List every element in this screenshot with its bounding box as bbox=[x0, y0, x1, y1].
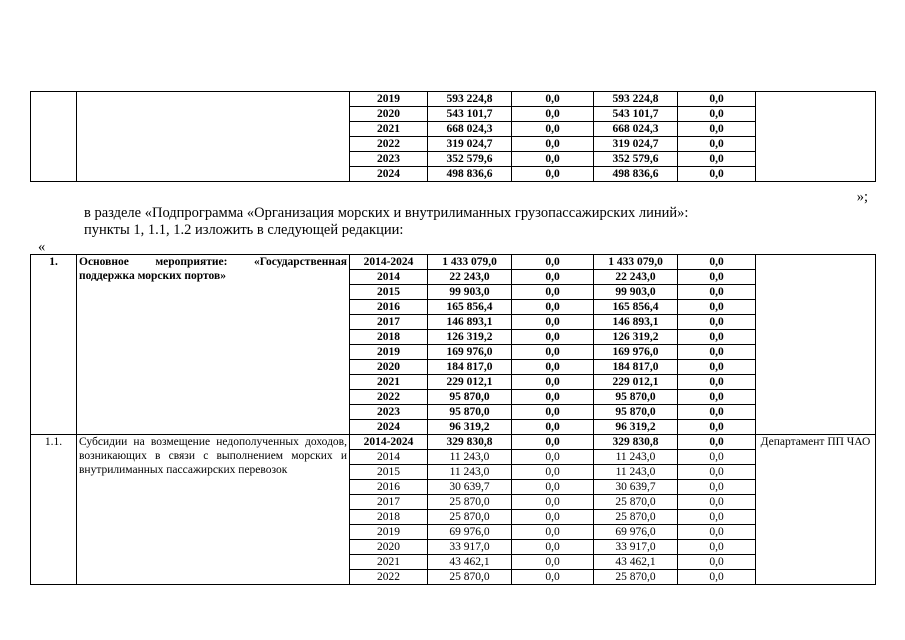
budget-table-top-body bbox=[31, 92, 876, 182]
regional-cell: 22 243,0 bbox=[594, 270, 678, 285]
other-cell: 0,0 bbox=[678, 540, 756, 555]
regional-cell: 329 830,8 bbox=[594, 435, 678, 450]
total-cell: 593 224,8 bbox=[428, 92, 512, 107]
other-cell: 0,0 bbox=[678, 360, 756, 375]
other-cell: 0,0 bbox=[678, 137, 756, 152]
federal-cell: 0,0 bbox=[512, 405, 594, 420]
federal-cell: 0,0 bbox=[512, 300, 594, 315]
total-cell: 25 870,0 bbox=[428, 510, 512, 525]
federal-cell: 0,0 bbox=[512, 420, 594, 435]
regional-cell: 25 870,0 bbox=[594, 495, 678, 510]
total-cell: 95 870,0 bbox=[428, 390, 512, 405]
total-cell: 126 319,2 bbox=[428, 330, 512, 345]
item-number: 1. bbox=[31, 255, 77, 435]
other-cell: 0,0 bbox=[678, 435, 756, 450]
amendment-instruction: пункты 1, 1.1, 1.2 изложить в следующей редакции: bbox=[84, 222, 404, 238]
total-cell: 184 817,0 bbox=[428, 360, 512, 375]
period-cell: 2023 bbox=[350, 405, 428, 420]
other-cell: 0,0 bbox=[678, 285, 756, 300]
regional-cell: 229 012,1 bbox=[594, 375, 678, 390]
total-cell: 25 870,0 bbox=[428, 495, 512, 510]
budget-table-bottom-body bbox=[31, 255, 876, 585]
regional-cell: 543 101,7 bbox=[594, 107, 678, 122]
federal-cell: 0,0 bbox=[512, 390, 594, 405]
total-cell: 11 243,0 bbox=[428, 450, 512, 465]
other-cell: 0,0 bbox=[678, 345, 756, 360]
period-cell: 2014 bbox=[350, 270, 428, 285]
regional-cell: 319 024,7 bbox=[594, 137, 678, 152]
total-cell: 22 243,0 bbox=[428, 270, 512, 285]
period-cell: 2015 bbox=[350, 285, 428, 300]
item-title bbox=[77, 92, 350, 182]
total-cell: 229 012,1 bbox=[428, 375, 512, 390]
federal-cell: 0,0 bbox=[512, 255, 594, 270]
regional-cell: 25 870,0 bbox=[594, 510, 678, 525]
regional-cell: 169 976,0 bbox=[594, 345, 678, 360]
federal-cell: 0,0 bbox=[512, 570, 594, 585]
total-cell: 498 836,6 bbox=[428, 167, 512, 182]
period-cell: 2014 bbox=[350, 450, 428, 465]
total-cell: 319 024,7 bbox=[428, 137, 512, 152]
period-cell: 2017 bbox=[350, 495, 428, 510]
period-cell: 2019 bbox=[350, 92, 428, 107]
total-cell: 30 639,7 bbox=[428, 480, 512, 495]
period-cell: 2019 bbox=[350, 345, 428, 360]
federal-cell: 0,0 bbox=[512, 152, 594, 167]
federal-cell: 0,0 bbox=[512, 92, 594, 107]
federal-cell: 0,0 bbox=[512, 315, 594, 330]
other-cell: 0,0 bbox=[678, 570, 756, 585]
budget-table-top bbox=[30, 91, 876, 182]
federal-cell: 0,0 bbox=[512, 330, 594, 345]
regional-cell: 352 579,6 bbox=[594, 152, 678, 167]
federal-cell: 0,0 bbox=[512, 435, 594, 450]
other-cell: 0,0 bbox=[678, 480, 756, 495]
federal-cell: 0,0 bbox=[512, 137, 594, 152]
table-row bbox=[31, 435, 876, 450]
period-cell: 2015 bbox=[350, 465, 428, 480]
other-cell: 0,0 bbox=[678, 525, 756, 540]
other-cell: 0,0 bbox=[678, 315, 756, 330]
period-cell: 2017 bbox=[350, 315, 428, 330]
total-cell: 43 462,1 bbox=[428, 555, 512, 570]
federal-cell: 0,0 bbox=[512, 480, 594, 495]
period-cell: 2016 bbox=[350, 480, 428, 495]
regional-cell: 11 243,0 bbox=[594, 450, 678, 465]
total-cell: 11 243,0 bbox=[428, 465, 512, 480]
regional-cell: 95 870,0 bbox=[594, 405, 678, 420]
regional-cell: 95 870,0 bbox=[594, 390, 678, 405]
period-cell: 2023 bbox=[350, 152, 428, 167]
other-cell: 0,0 bbox=[678, 122, 756, 137]
federal-cell: 0,0 bbox=[512, 510, 594, 525]
total-cell: 352 579,6 bbox=[428, 152, 512, 167]
regional-cell: 593 224,8 bbox=[594, 92, 678, 107]
responsible-department: Департамент ПП ЧАО bbox=[756, 435, 876, 585]
regional-cell: 96 319,2 bbox=[594, 420, 678, 435]
total-cell: 95 870,0 bbox=[428, 405, 512, 420]
federal-cell: 0,0 bbox=[512, 450, 594, 465]
total-cell: 1 433 079,0 bbox=[428, 255, 512, 270]
regional-cell: 668 024,3 bbox=[594, 122, 678, 137]
item-number: 1.1. bbox=[31, 435, 77, 585]
regional-cell: 1 433 079,0 bbox=[594, 255, 678, 270]
regional-cell: 146 893,1 bbox=[594, 315, 678, 330]
responsible-department bbox=[756, 255, 876, 435]
other-cell: 0,0 bbox=[678, 107, 756, 122]
federal-cell: 0,0 bbox=[512, 525, 594, 540]
other-cell: 0,0 bbox=[678, 405, 756, 420]
other-cell: 0,0 bbox=[678, 390, 756, 405]
period-cell: 2024 bbox=[350, 167, 428, 182]
federal-cell: 0,0 bbox=[512, 465, 594, 480]
federal-cell: 0,0 bbox=[512, 555, 594, 570]
regional-cell: 498 836,6 bbox=[594, 167, 678, 182]
other-cell: 0,0 bbox=[678, 555, 756, 570]
federal-cell: 0,0 bbox=[512, 285, 594, 300]
other-cell: 0,0 bbox=[678, 465, 756, 480]
period-cell: 2022 bbox=[350, 390, 428, 405]
other-cell: 0,0 bbox=[678, 167, 756, 182]
period-cell: 2018 bbox=[350, 510, 428, 525]
federal-cell: 0,0 bbox=[512, 270, 594, 285]
regional-cell: 43 462,1 bbox=[594, 555, 678, 570]
period-cell: 2020 bbox=[350, 540, 428, 555]
period-cell: 2021 bbox=[350, 555, 428, 570]
responsible-department bbox=[756, 92, 876, 182]
other-cell: 0,0 bbox=[678, 270, 756, 285]
federal-cell: 0,0 bbox=[512, 540, 594, 555]
budget-table-bottom bbox=[30, 254, 876, 585]
table-row bbox=[31, 255, 876, 270]
item-title: Субсидии на возмещение недополученных доходов, возникающих в связи с выполнением морских и внутрилиманных пассажирских перевозок bbox=[77, 435, 350, 585]
regional-cell: 25 870,0 bbox=[594, 570, 678, 585]
federal-cell: 0,0 bbox=[512, 122, 594, 137]
period-cell: 2022 bbox=[350, 570, 428, 585]
period-cell: 2022 bbox=[350, 137, 428, 152]
other-cell: 0,0 bbox=[678, 510, 756, 525]
total-cell: 169 976,0 bbox=[428, 345, 512, 360]
federal-cell: 0,0 bbox=[512, 495, 594, 510]
other-cell: 0,0 bbox=[678, 255, 756, 270]
federal-cell: 0,0 bbox=[512, 167, 594, 182]
regional-cell: 126 319,2 bbox=[594, 330, 678, 345]
federal-cell: 0,0 bbox=[512, 375, 594, 390]
other-cell: 0,0 bbox=[678, 152, 756, 167]
period-cell: 2020 bbox=[350, 107, 428, 122]
federal-cell: 0,0 bbox=[512, 107, 594, 122]
regional-cell: 33 917,0 bbox=[594, 540, 678, 555]
period-cell: 2021 bbox=[350, 375, 428, 390]
period-cell: 2019 bbox=[350, 525, 428, 540]
other-cell: 0,0 bbox=[678, 300, 756, 315]
other-cell: 0,0 bbox=[678, 420, 756, 435]
total-cell: 25 870,0 bbox=[428, 570, 512, 585]
period-cell: 2018 bbox=[350, 330, 428, 345]
period-cell: 2024 bbox=[350, 420, 428, 435]
period-cell: 2014-2024 bbox=[350, 435, 428, 450]
regional-cell: 184 817,0 bbox=[594, 360, 678, 375]
regional-cell: 69 976,0 bbox=[594, 525, 678, 540]
period-cell: 2021 bbox=[350, 122, 428, 137]
total-cell: 33 917,0 bbox=[428, 540, 512, 555]
amendment-paragraph: в разделе «Подпрограмма «Организация морских и внутрилиманных грузопассажирских линий»: bbox=[84, 205, 689, 221]
period-cell: 2020 bbox=[350, 360, 428, 375]
federal-cell: 0,0 bbox=[512, 360, 594, 375]
other-cell: 0,0 bbox=[678, 495, 756, 510]
period-cell: 2014-2024 bbox=[350, 255, 428, 270]
total-cell: 329 830,8 bbox=[428, 435, 512, 450]
total-cell: 165 856,4 bbox=[428, 300, 512, 315]
total-cell: 96 319,2 bbox=[428, 420, 512, 435]
opening-quote: « bbox=[38, 239, 46, 255]
total-cell: 99 903,0 bbox=[428, 285, 512, 300]
total-cell: 146 893,1 bbox=[428, 315, 512, 330]
other-cell: 0,0 bbox=[678, 375, 756, 390]
other-cell: 0,0 bbox=[678, 92, 756, 107]
table-row bbox=[31, 92, 876, 107]
item-number bbox=[31, 92, 77, 182]
total-cell: 668 024,3 bbox=[428, 122, 512, 137]
period-cell: 2016 bbox=[350, 300, 428, 315]
regional-cell: 30 639,7 bbox=[594, 480, 678, 495]
other-cell: 0,0 bbox=[678, 330, 756, 345]
regional-cell: 11 243,0 bbox=[594, 465, 678, 480]
total-cell: 543 101,7 bbox=[428, 107, 512, 122]
regional-cell: 165 856,4 bbox=[594, 300, 678, 315]
total-cell: 69 976,0 bbox=[428, 525, 512, 540]
federal-cell: 0,0 bbox=[512, 345, 594, 360]
closing-quote: »; bbox=[856, 189, 868, 205]
regional-cell: 99 903,0 bbox=[594, 285, 678, 300]
other-cell: 0,0 bbox=[678, 450, 756, 465]
item-title: Основное мероприятие: «Государственная поддержка морских портов» bbox=[77, 255, 350, 435]
